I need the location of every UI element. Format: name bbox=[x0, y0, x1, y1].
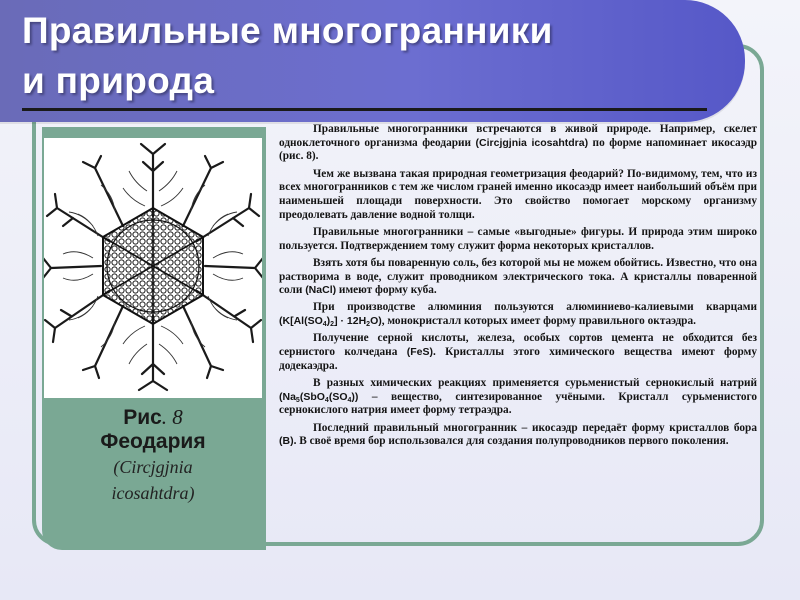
title-banner bbox=[0, 0, 745, 122]
paragraph-3: Правильные многогранники – самые «выгодные» фигуры. И природа этим широко пользуется. Подтверждением тому служит форма некоторых кристаллов. bbox=[279, 225, 757, 252]
paragraph-4: Взять хотя бы поваренную соль, без которой мы не можем обойтись. Известно, что она растворима в воде, служит проводником электрического тока. А кристаллы поваренной соли (NaCl) имеют форму куба. bbox=[279, 256, 757, 297]
slide-title bbox=[22, 6, 553, 106]
title-underline bbox=[22, 108, 707, 111]
figure-caption bbox=[44, 405, 262, 506]
pheodaria-illustration bbox=[44, 138, 262, 398]
paragraph-2: Чем же вызвана такая природная геометризация феодарий? По-видимому, тем, что из всех многогранников с тем же числом граней именно икосаэдр имеет наибольший объём при наименьшей площади поверхности. Это свойство помогает морскому организму преодолевать давление водной толщи. bbox=[279, 167, 757, 221]
paragraph-6: Получение серной кислоты, железа, особых сортов цемента не обходится без сернистого колчедана (FeS). Кристаллы этого химического вещества имеют форму додекаэдра. bbox=[279, 332, 757, 372]
title-line-1: Правильные многогранники bbox=[22, 10, 553, 51]
pheodaria-icon bbox=[44, 138, 262, 398]
formula-sodium: ($Na_5(SbO_4(SO_4))$ bbox=[279, 390, 359, 404]
paragraph-8: Последний правильный многогранник – икосаэдр передаёт форму кристаллов бора (B). В своё время бор использовался для создания полупроводников первого поколения. bbox=[279, 421, 757, 448]
body-text bbox=[279, 123, 757, 452]
figure-label: Рис bbox=[123, 406, 162, 429]
figure-latin-name-2: icosahtdra) bbox=[111, 483, 195, 503]
paragraph-5: При производстве алюминия пользуются алюминиево-калиевыми кварцами $(K[Al(SO_4)_2] \cdot 12H_2O)$, монокристалл которых имеет форму правильного октаэдра. bbox=[279, 301, 757, 329]
paragraph-1: Правильные многогранники встречаются в живой природе. Например, скелет одноклеточного организма феодарии (Circjgjnia icosahtdra) по форме напоминает икосаэдр (рис. 8). bbox=[279, 123, 757, 163]
paragraph-7: В разных химических реакциях применяется сурьменистый сернокислый натрий ($Na_5(SbO_4(SO_4))$ – вещество, синтезированное учёными. Кристалл сурьменистого сернокислого натрия имеет форму тетраэдра. bbox=[279, 376, 757, 417]
figure-name: Феодария bbox=[100, 430, 206, 453]
title-line-2: и природа bbox=[22, 60, 215, 101]
figure-latin-name-1: (Circjgjnia bbox=[113, 457, 193, 477]
formula-alum: $(K[Al(SO_4)_2] \cdot 12H_2O)$ bbox=[279, 315, 382, 329]
figure-number: . 8 bbox=[161, 405, 183, 429]
